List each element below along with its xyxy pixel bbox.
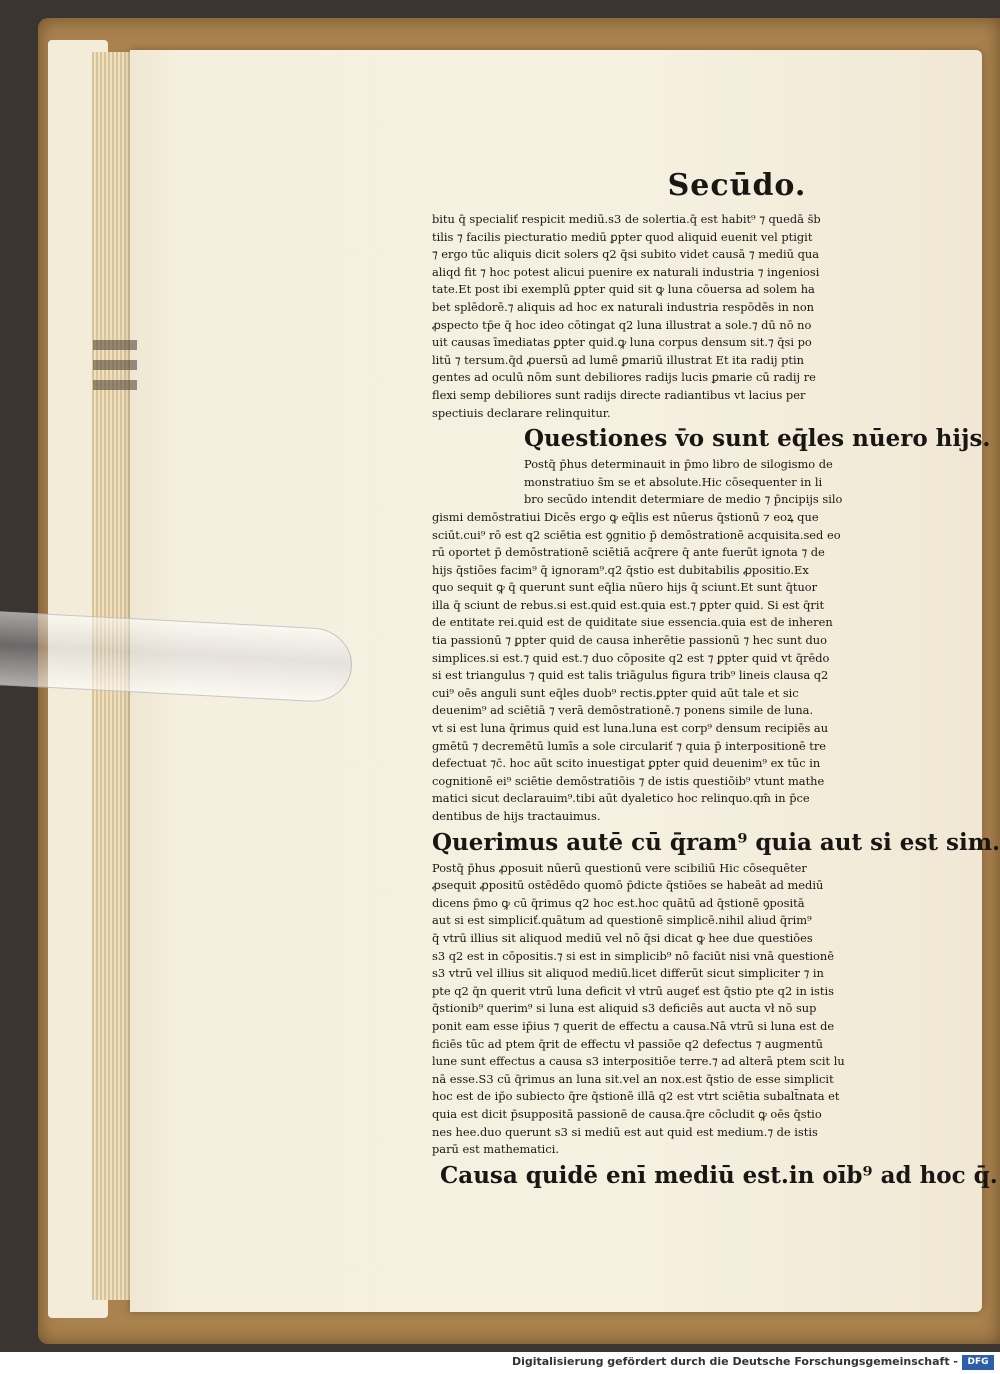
text-line: nes hee.duo querunt s3 si mediū est aut quid est medium.⁊ de istis (432, 1124, 818, 1139)
text-line: ⁊ ergo tūc aliquis dicit solers q2 q̄si subito videt causā ⁊ mediū qua (432, 247, 820, 262)
text-line: illa q̄ sciunt de rebus.si est.quid est.quia est.⁊ ꝑpter quid. Si est q̄rit (432, 597, 825, 612)
text-line: spectiuis declarare relinquitur. (432, 405, 611, 420)
footer-credit: Digitalisierung gefördert durch die Deutsche Forschungsgemeinschaft - (511, 1355, 958, 1368)
text-line: dicens p̄mo ꝙ cū q̄rimus q2 hoc est.hoc quātū ad q̄stionē ꝯpositā (432, 895, 805, 910)
text-line: q̄ vtrū illius sit aliquod mediū vel nō q̄si dicat ꝙ hee due questiōes (432, 930, 813, 945)
text-line: uit causas īmediatas ꝑpter quid.ꝙ luna corpus densum sit.⁊ q̄si po (432, 335, 812, 350)
text-line: deuenim⁹ ad sciētiā ⁊ verā demōstrationē.⁊ ponens simile de luna. (432, 703, 814, 718)
ink-bleed-through (93, 330, 137, 420)
text-line: monstratiuo s̄m se et absolute.Hic cōsequenter in li (524, 474, 823, 489)
text-line: bitu q̄ specialiť respicit mediū.s3 de solertia.q̄ est habit⁹ ⁊ quedā s̄b (432, 212, 821, 226)
text-block (432, 168, 1000, 1193)
text-line: flexi semp debiliores sunt radijs directe radiantibus vt lacius per (432, 387, 806, 402)
text-line: hijs q̄stiōes facim⁹ q̄ ignoram⁹.q2 q̄stio est dubitabilis ꝓpositio.Ex (432, 562, 809, 577)
text-line: pte q2 q̄n querit vtrū luna deficit vł vtrū augeť est q̄stio pte q2 in istis (432, 983, 834, 998)
text-line: ponit eam esse ip̄ius ⁊ querit de effectu a causa.Nā vtrū si luna est de (432, 1018, 835, 1033)
text-line: ficiēs tūc ad ptem q̄rit de effectu vł passiōe q2 defectus ⁊ augmentū (432, 1036, 823, 1051)
text-line: quia est dicit p̄suppositā passionē de causa.q̄re cōcludit ꝙ oēs q̄stio (432, 1106, 822, 1121)
text-line: dentibus de hijs tractauimus. (432, 809, 601, 823)
text-line: Postq̄ p̄hus ꝓposuit nūerū questionū vere scibiliū Hic cōsequēter (432, 860, 807, 875)
text-line: de entitate rei.quid est de quiditate siue essencia.quia est de inheren (432, 615, 833, 630)
text-line: cognitionē ei⁹ sciētie demōstratiōis ⁊ de istis questiōib⁹ vtunt mathe (432, 773, 825, 788)
text-line: s3 vtrū vel illius sit aliquod mediū.licet differūt sicut simpliciter ⁊ in (432, 966, 824, 981)
text-line: lune sunt effectus a causa s3 interpositiōe terre.⁊ ad alterā ptem scit lu (432, 1054, 845, 1069)
text-line: tia passionū ⁊ ꝑpter quid de causa inherētie passionū ⁊ hec sunt duo (432, 633, 827, 648)
section-heading-2: Querimus autē cū q̄ram⁹ quia aut si est sim. (432, 828, 1000, 856)
text-line: rū oportet p̄ demōstrationē sciētiā acq̄rere q̄ ante fuerūt ignota ⁊ de (432, 545, 825, 560)
text-line: simplices.si est.⁊ quid est.⁊ duo cōposite q2 est ⁊ ꝑpter quid vt q̄rēdo (432, 650, 830, 665)
text-line: parū est mathematici. (432, 1142, 559, 1157)
text-line: gismi demōstratiui Dicēs ergo ꝙ eq̄lis est nūerus q̄stionū ⁊ eoꝝ que (432, 509, 819, 524)
text-line: si est triangulus ⁊ quid est talis triāgulus figura trib⁹ lineis clausa q2 (432, 668, 829, 683)
section-heading-1: Questiones v̄o sunt eq̄les nūero hijs. (524, 425, 991, 453)
paragraph-1 (432, 211, 892, 422)
text-line: aut si est simpliciť.quātum ad questionē simplicē.nihil aliud q̄rim⁹ (432, 913, 812, 928)
text-line: aliqd fit ⁊ hoc potest alicui puenire ex naturali industria ⁊ ingeniosi (432, 264, 820, 279)
text-line: ꝓspecto tp̄e q̄ hoc ideo cōtingat q2 luna illustrat a sole.⁊ dū nō no (432, 317, 812, 332)
text-line: matici sicut declarauim⁹.tibi aūt dyaletico hoc relinquo.qm̄ in p̄ce (432, 791, 810, 806)
text-line: bet splēdorē.⁊ aliquis ad hoc ex naturali industria respōdēs in non (432, 299, 815, 314)
running-head: Secūdo. (667, 168, 807, 203)
text-line: ꝓsequit ꝓpositū ostēdēdo quomō p̄dicte q̄stiōes se habeāt ad mediū (432, 878, 824, 893)
text-line: s3 q2 est in cōpositis.⁊ si est in simplicib⁹ nō faciūt nisi vnā questionē (432, 948, 834, 963)
text-line: gentes ad oculū nōm sunt debiliores radijs lucis ꝑmarie cū radij re (432, 370, 816, 385)
text-line: cui⁹ oēs anguli sunt eq̄les duob⁹ rectis.ꝑpter quid aūt tale et sic (432, 685, 799, 700)
text-line: bro secūdo intendit determiare de medio ⁊ p̄ncipijs silo (524, 492, 843, 507)
text-line: defectuat ⁊c̄. hoc aūt scito inuestigat ꝑpter quid deuenim⁹ ex tūc in (432, 756, 821, 771)
text-line: litū ⁊ tersum.q̄d ꝓuersū ad lumē ꝑmariū illustrat Et ita radij ptin (432, 352, 804, 367)
paragraph-2 (432, 456, 892, 825)
dfg-logo: DFG (962, 1355, 994, 1370)
text-line: Postq̄ p̄hus determinauit in p̄mo libro de silogismo de (524, 457, 833, 472)
text-line: nā esse.S3 cū q̄rimus an luna sit.vel an nox.est q̄stio de esse simplicit (432, 1071, 834, 1086)
footer-bar (0, 1352, 1000, 1374)
text-line: tilis ⁊ facilis piecturatio mediū ꝑpter quod aliquid euenit vel ptigit (432, 229, 813, 244)
text-line: tate.Et post ibi exemplū ꝑpter quid sit ꝙ luna cōuersa ad solem ha (432, 282, 815, 297)
text-line: sciūt.cui⁹ rō est q2 sciētia est ꝯgnitio p̄ demōstrationē acquisita.sed eo (432, 527, 841, 542)
text-line: gmētū ⁊ decremētū lumīs a sole circulariť ⁊ quia p̄ interpositionē tre (432, 738, 827, 753)
text-line: q̄stionib⁹ querim⁹ si luna est aliquid s3 deficiēs aut aucta vł nō sup (432, 1001, 817, 1016)
text-line: hoc est de ip̄o subiecto q̄re q̄stionē illā q2 est vtrt sciētia subalt̄nata et (432, 1089, 840, 1104)
paragraph-3 (432, 860, 892, 1159)
text-line: vt si est luna q̄rimus quid est luna.luna est corp⁹ densum recipiēs au (432, 721, 829, 736)
section-heading-3: Causa quidē enī mediū est.in oīb⁹ ad hoc q̄. (440, 1161, 998, 1189)
text-line: quo sequit ꝙ q̄ querunt sunt eq̄lia nūero hijs q̄ sciunt.Et sunt q̄tuor (432, 580, 818, 595)
